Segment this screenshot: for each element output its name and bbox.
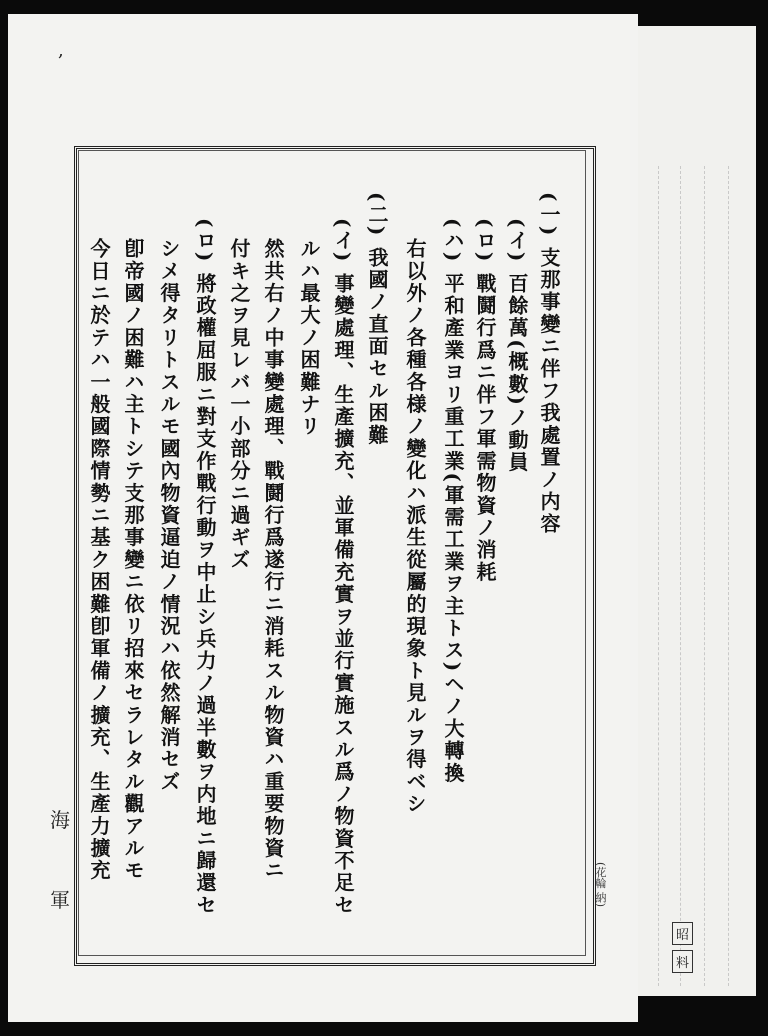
text-column-9: 然共右ノ中事變處理、戰鬪行爲遂行ニ消耗スル物資ハ重要物資ニ [261, 238, 285, 882]
text-column-8: ルハ最大ノ困難ナリ [297, 238, 321, 438]
text-column-10: 付キ之ヲ見レバ一小部分ニ過ギズ [227, 238, 251, 571]
text-column-14: 今日ニ於テハ一般國際情勢ニ基ク困難卽軍備ノ擴充、生產力擴充 [87, 238, 111, 882]
text-column-2: (イ) 百餘萬(概數)ノ動員 [505, 218, 529, 474]
archive-stamp-1: 昭 [672, 922, 693, 945]
adjacent-page-edge [638, 26, 756, 996]
text-column-11: (ロ) 將政權屈服ニ對支作戰行動ヲ中止シ兵力ノ過半數ヲ内地ニ歸還セ [193, 218, 217, 917]
text-column-5: 右以外ノ各種各様ノ變化ハ派生從屬的現象ト見ルヲ得ベシ [403, 238, 427, 816]
text-column-12: シメ得タリトスルモ國內物資逼迫ノ情況ハ依然解消セズ [157, 238, 181, 793]
archive-note: (花輪 納) [594, 862, 607, 908]
margin-char-kai: 海 [50, 808, 70, 832]
margin-char-gun: 軍 [50, 888, 70, 912]
archive-stamp-2: 料 [672, 950, 693, 973]
text-column-7: (イ) 事變處理、生產擴充、並軍備充實ヲ並行實施スル爲ノ物資不足セ [331, 218, 355, 917]
text-column-4: (ハ) 平和產業ヨリ重工業(軍需工業ヲ主トス)ヘノ大轉換 [441, 218, 465, 785]
text-column-1: (一) 支那事變ニ伴フ我處置ノ内容 [537, 192, 561, 536]
text-column-13: 卽帝國ノ困難ハ主トシテ支那事變ニ依リ招來セラレタル觀アルモ [121, 238, 145, 882]
top-mark: , [58, 40, 64, 61]
text-column-3: (ロ) 戰鬪行爲ニ伴フ軍需物資ノ消耗 [473, 218, 497, 584]
text-column-6: (二) 我國ノ直面セル困難 [365, 192, 389, 447]
